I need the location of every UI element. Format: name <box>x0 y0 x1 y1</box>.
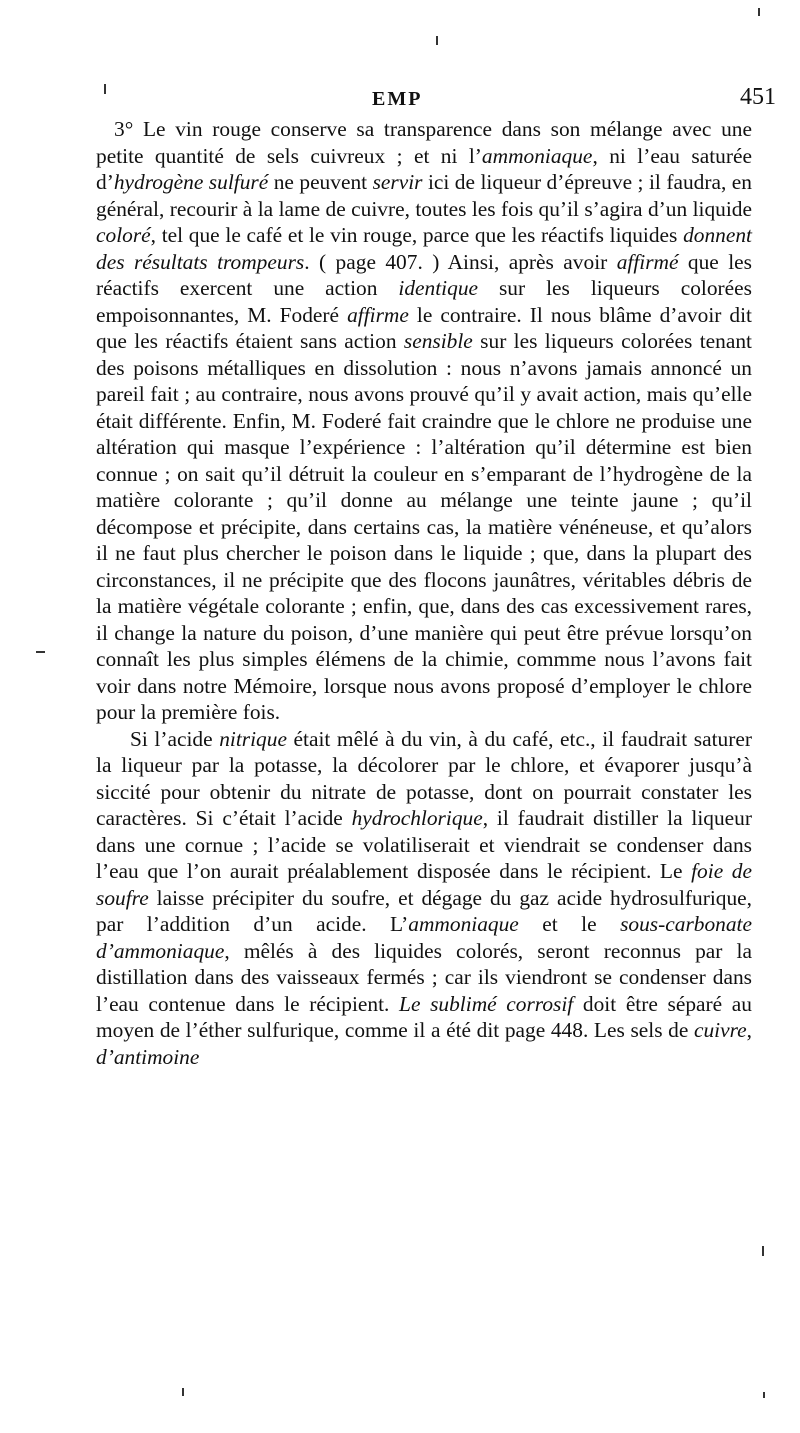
running-head: EMP <box>372 88 423 110</box>
scan-mark <box>104 84 106 94</box>
text-run: ne peuvent <box>268 170 373 194</box>
scan-mark <box>763 1392 765 1398</box>
scan-mark <box>182 1388 184 1396</box>
page-header <box>0 84 800 118</box>
text-run: ici de liqueur d’épreuve ; il faudra, en général, recourir à la lame de cuivre, toutes les fois qu’il s’agira d’un liquide <box>96 170 752 221</box>
italic-text: Le sublimé corrosif <box>399 991 574 1016</box>
italic-text: servir <box>372 170 423 194</box>
text-run: 3° Le vin rouge conserve sa transparence dans son mélange avec une petite quantité de sels cuivreux ; et ni l’ <box>96 117 752 168</box>
text-run: , ni l’eau saturée d’ <box>96 143 752 194</box>
italic-text: ammoniaque <box>481 143 593 168</box>
text-run: était mêlé à du vin, à du café, etc., il faudrait saturer la liqueur par la potasse, la décolorer par le chlore, et évaporer jusqu’à siccité pour obtenir du nitrate de potasse, dont on pourrait constater les caractères. Si c’était l’acide <box>96 726 752 830</box>
page-number: 451 <box>740 84 776 110</box>
text-run: laisse précipiter du soufre, et dégage du gaz acide hydrosulfurique, par l’addition d’un acide. L’ <box>96 885 752 936</box>
italic-text: d’antimoine <box>96 1044 200 1069</box>
italic-text: sensible <box>403 329 473 353</box>
italic-text: sous-carbonate d’ammoniaque <box>96 912 752 963</box>
text-run: doit être séparé au moyen de l’éther sulfurique, comme il a été dit page 448. Les sels de <box>96 991 752 1042</box>
scan-mark <box>36 651 45 653</box>
italic-text: ammoniaque <box>408 912 519 936</box>
text-run: sur les liqueurs colorées empoisonnantes, M. Foderé <box>96 276 752 327</box>
italic-text: foie de soufre <box>96 859 752 910</box>
italic-text: affirme <box>347 302 409 327</box>
text-run: Si l’acide <box>130 726 220 751</box>
text-run: . ( page 407. ) Ainsi, après avoir <box>304 249 617 274</box>
text-run: , mêlés à des liquides colorés, seront reconnus par la distillation dans des vaisseaux fermés ; car ils viendront se condenser dans l’eau contenue dans le récipient. <box>96 938 752 1016</box>
text-run: que les réactifs exercent une action <box>96 249 752 300</box>
paragraph <box>96 116 752 726</box>
body-text <box>96 116 752 1070</box>
text-run: sur les liqueurs colorées tenant des poisons métalliques en dissolution : nous n’avons jamais annoncé un pareil fait ; au contraire, nous avons prouvé qu’il y avait action, mais qu’elle était différente. Enfin, M. Foderé fait craindre que le chlore ne produise une altération qui masque l’expérience : l’altération qu’il détermine est bien connue ; on sait qu’il détruit la couleur en s’emparant de l’hydrogène de la matière colorante ; qu’il donne au mélange une teinte jaune ; qu’il décompose et précipite, dans certains cas, la matière vénéneuse, et qu’alors il ne faut plus chercher le poison dans le liquide ; que, dans la plupart des circonstances, il ne précipite que des flocons jaunâtres, véritables débris de la matière végétale colorante ; enfin, que, dans des cas excessivement rares, il change la nature du poison, d’une manière qui peut être prévue lorsqu’on connaît les plus simples élémens de la chimie, commme nous l’avons fait voir dans notre Mémoire, lorsque nous avons proposé d’employer le chlore pour la première fois. <box>96 329 752 724</box>
italic-text: affirmé <box>616 249 679 274</box>
text-run: le contraire. Il nous blâme d’avoir dit que les réactifs étaient sans action <box>96 302 752 353</box>
italic-text: cuivre <box>693 1018 747 1042</box>
scan-mark <box>758 8 760 16</box>
italic-text: hydrogène sulfuré <box>113 170 269 194</box>
italic-text: hydrochlorique <box>351 806 483 830</box>
scan-mark <box>436 36 438 45</box>
italic-text: identique <box>398 276 479 300</box>
text-run: , il faudrait distiller la liqueur dans une cornue ; l’acide se volatiliserait et viendrait se condenser dans l’eau que l’on aurait préalablement disposée dans le récipient. Le <box>96 806 752 883</box>
italic-text: donnent des résultats trompeurs <box>96 223 752 274</box>
scan-mark <box>762 1246 764 1256</box>
text-run: , <box>746 1018 752 1042</box>
text-run: , tel que le café et le vin rouge, parce que les réactifs liquides <box>150 223 684 247</box>
text-run: et le <box>518 912 621 936</box>
paragraph <box>96 726 752 1071</box>
italic-text: coloré <box>96 223 151 247</box>
italic-text: nitrique <box>219 726 287 751</box>
